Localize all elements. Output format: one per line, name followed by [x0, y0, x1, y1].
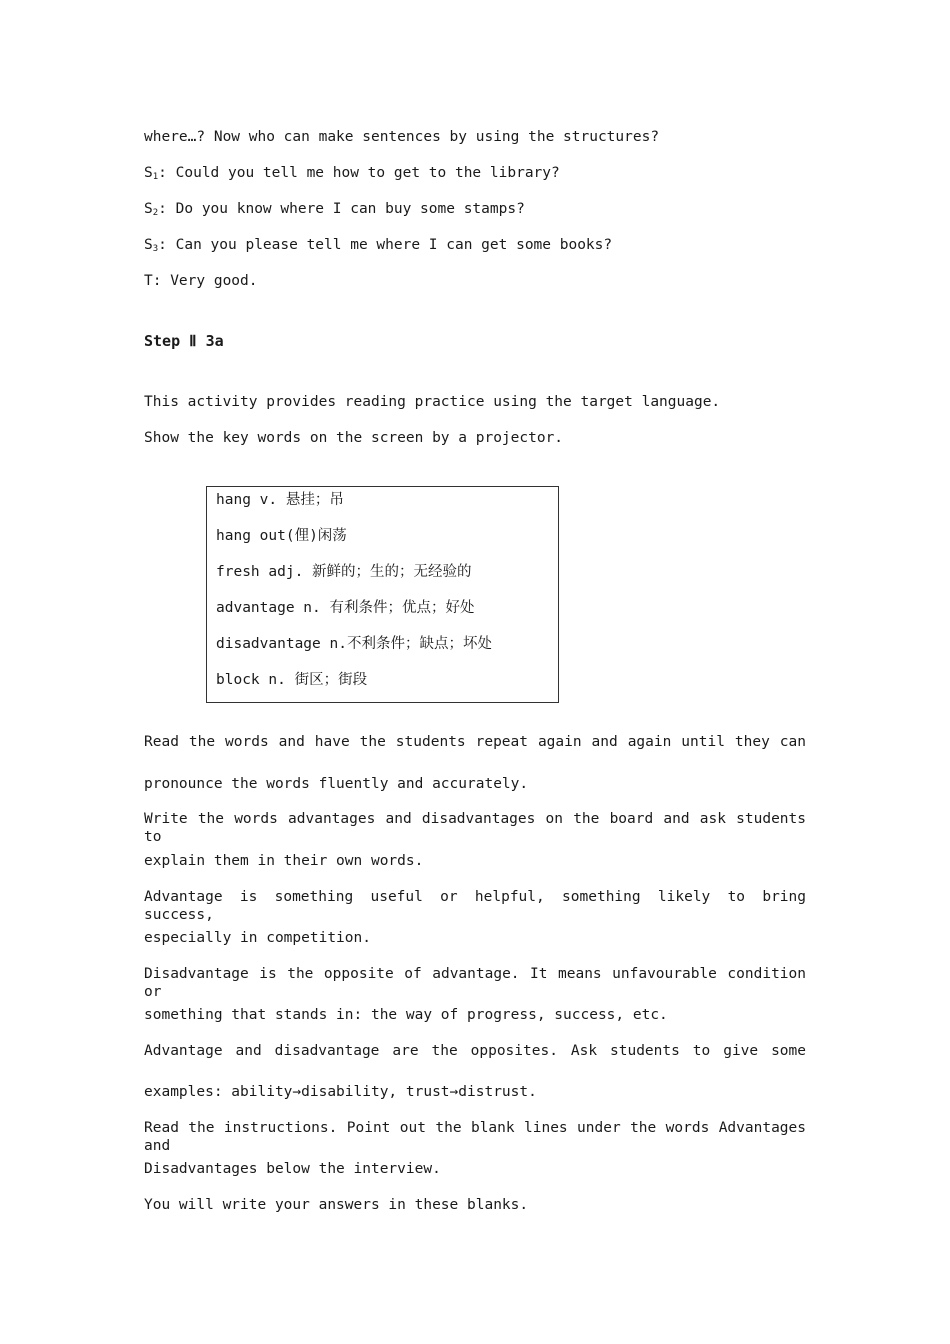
dialogue-line-s3: $S_3$: Can you please tell me where I can get some books?	[144, 237, 613, 254]
vocab-item: disadvantage n.不利条件；缺点；坏处	[216, 636, 492, 652]
text-line: pronounce the words fluently and accurately.	[144, 776, 529, 792]
dialogue-text: Could you tell me how to get to the library?	[175, 165, 560, 181]
dialogue-line-s2: $S_2$: Do you know where I can buy some stamps?	[144, 201, 525, 218]
speaker-label: S	[144, 201, 153, 217]
speaker-number: 3	[152, 244, 159, 254]
text-line: Read the instructions. Point out the blank lines under the words Advantages and	[144, 1120, 806, 1154]
text-line: Disadvantages below the interview.	[144, 1161, 441, 1177]
text-line: Write the words advantages and disadvantages on the board and ask students to	[144, 811, 806, 845]
text-line: T: Very good.	[144, 273, 258, 289]
speaker-label: S	[144, 237, 153, 253]
text-line: examples: ability→disability, trust→distrust.	[144, 1084, 537, 1100]
text-line: You will write your answers in these blanks.	[144, 1197, 529, 1213]
text-line: where…? Now who can make sentences by using the structures?	[144, 129, 660, 145]
vocab-item: fresh adj. 新鲜的；生的；无经验的	[216, 564, 472, 580]
dialogue-text: Can you please tell me where I can get some books?	[175, 237, 613, 253]
vocab-item: advantage n. 有利条件；优点；好处	[216, 600, 475, 616]
text-line: something that stands in: the way of progress, success, etc.	[144, 1007, 668, 1023]
text-line: Disadvantage is the opposite of advantage. It means unfavourable condition or	[144, 966, 806, 1000]
text-line: This activity provides reading practice using the target language.	[144, 394, 721, 410]
text-line: Advantage is something useful or helpful, something likely to bring success,	[144, 889, 806, 923]
dialogue-text: Do you know where I can buy some stamps?	[175, 201, 525, 217]
vocab-item: hang out(俚)闲荡	[216, 528, 347, 544]
vocabulary-box	[206, 486, 559, 703]
dialogue-line-s1: $S_1$: Could you tell me how to get to the library?	[144, 165, 560, 182]
step-heading: Step Ⅱ 3a	[144, 332, 224, 350]
speaker-number: 1	[152, 172, 159, 182]
text-line: Show the key words on the screen by a projector.	[144, 430, 564, 446]
vocab-item: block n. 街区；街段	[216, 672, 368, 688]
text-line: explain them in their own words.	[144, 853, 424, 869]
text-line: especially in competition.	[144, 930, 371, 946]
vocab-item: hang v. 悬挂；吊	[216, 492, 344, 508]
speaker-label: S	[144, 165, 153, 181]
text-line: Read the words and have the students repeat again and again until they can	[144, 734, 806, 750]
text-line: Advantage and disadvantage are the opposites. Ask students to give some	[144, 1043, 806, 1059]
speaker-number: 2	[152, 208, 159, 218]
